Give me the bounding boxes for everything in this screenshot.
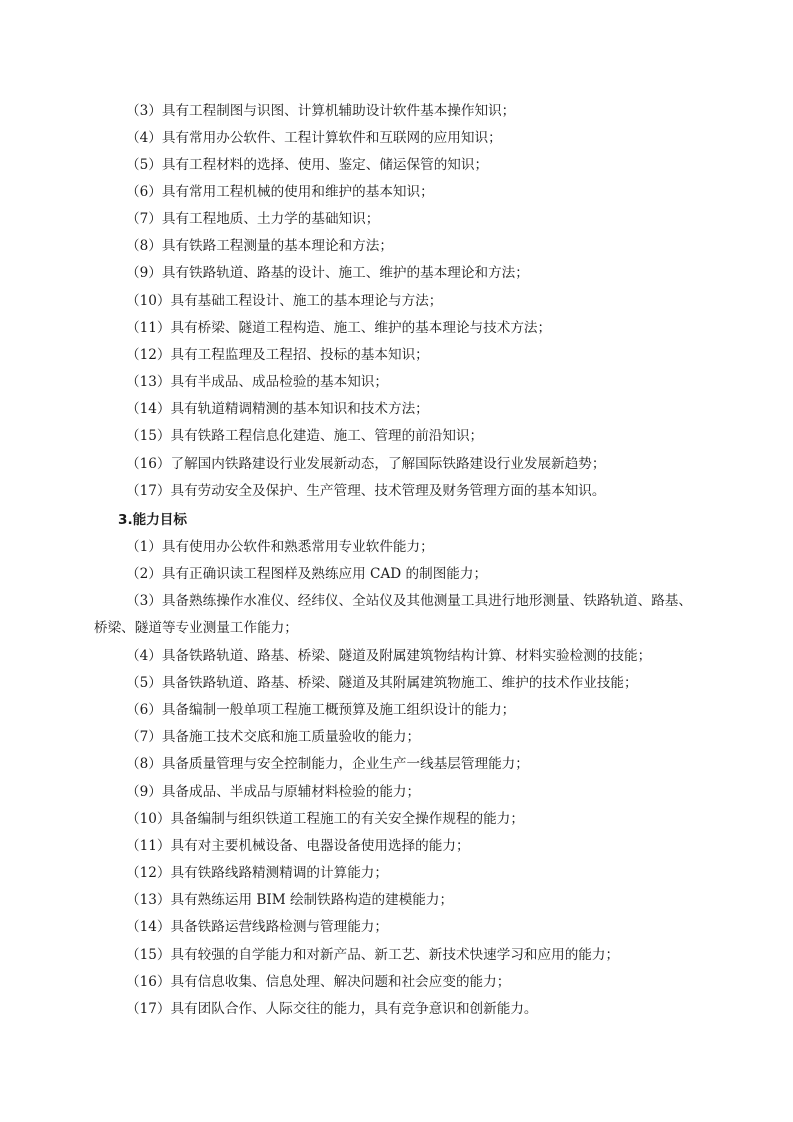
list-item: （16）具有信息收集、信息处理、解决问题和社会应变的能力； xyxy=(126,974,511,990)
list-item: （11）具有对主要机械设备、电器设备使用选择的能力； xyxy=(126,838,470,854)
list-item: （11）具有桥梁、隧道工程构造、施工、维护的基本理论与技术方法； xyxy=(126,320,552,336)
list-item-continuation: 桥梁、隧道等专业测量工作能力； xyxy=(94,620,298,636)
list-item: （13）具有半成品、成品检验的基本知识； xyxy=(126,374,388,390)
list-item: （3）具有工程制图与识图、计算机辅助设计软件基本操作知识； xyxy=(126,103,516,119)
list-item: （9）具备成品、半成品与原辅材料检验的能力； xyxy=(126,784,421,800)
list-item: （16）了解国内铁路建设行业发展新动态，了解国际铁路建设行业发展新趋势； xyxy=(126,456,606,472)
list-item: （3）具备熟练操作水准仪、经纬仪、全站仪及其他测量工具进行地形测量、铁路轨道、路基、 xyxy=(126,593,692,609)
section-heading-ability: 3.能力目标 xyxy=(118,512,187,528)
list-item: （5）具有工程材料的选择、使用、鉴定、储运保管的知识； xyxy=(126,157,489,173)
list-item: （5）具备铁路轨道、路基、桥梁、隧道及其附属建筑物施工、维护的技术作业技能； xyxy=(126,675,638,691)
list-item: （4）具备铁路轨道、路基、桥梁、隧道及附属建筑物结构计算、材料实验检测的技能； xyxy=(126,648,652,664)
list-item: （12）具有铁路线路精测精调的计算能力； xyxy=(126,865,388,881)
list-item: （10）具有基础工程设计、施工的基本理论与方法； xyxy=(126,293,443,309)
list-item: （6）具有常用工程机械的使用和维护的基本知识； xyxy=(126,184,434,200)
list-item: （13）具有熟练运用 BIM 绘制铁路构造的建模能力； xyxy=(126,892,454,908)
list-item: （7）具有工程地质、土力学的基础知识； xyxy=(126,211,380,227)
list-item: （9）具有铁路轨道、路基的设计、施工、维护的基本理论和方法； xyxy=(126,265,529,281)
list-item: （2）具有正确识读工程图样及熟练应用 CAD 的制图能力； xyxy=(126,566,488,582)
list-item: （14）具备铁路运营线路检测与管理能力； xyxy=(126,919,388,935)
list-item: （8）具备质量管理与安全控制能力，企业生产一线基层管理能力； xyxy=(126,756,529,772)
list-item: （8）具有铁路工程测量的基本理论和方法； xyxy=(126,238,393,254)
list-item: （17）具有劳动安全及保护、生产管理、技术管理及财务管理方面的基本知识。 xyxy=(126,483,606,499)
list-item: （7）具备施工技术交底和施工质量验收的能力； xyxy=(126,729,421,745)
list-item: （12）具有工程监理及工程招、投标的基本知识； xyxy=(126,347,429,363)
list-item: （17）具有团队合作、人际交往的能力，具有竞争意识和创新能力。 xyxy=(126,1001,538,1017)
list-item: （14）具有轨道精调精测的基本知识和技术方法； xyxy=(126,401,429,417)
list-item: （10）具备编制与组织铁道工程施工的有关安全操作规程的能力； xyxy=(126,811,524,827)
list-item: （4）具有常用办公软件、工程计算软件和互联网的应用知识； xyxy=(126,130,502,146)
list-item: （15）具有较强的自学能力和对新产品、新工艺、新技术快速学习和应用的能力； xyxy=(126,947,620,963)
list-item: （6）具备编制一般单项工程施工概预算及施工组织设计的能力； xyxy=(126,702,516,718)
list-item: （15）具有铁路工程信息化建造、施工、管理的前沿知识； xyxy=(126,428,484,444)
list-item: （1）具有使用办公软件和熟悉常用专业软件能力； xyxy=(126,539,434,555)
